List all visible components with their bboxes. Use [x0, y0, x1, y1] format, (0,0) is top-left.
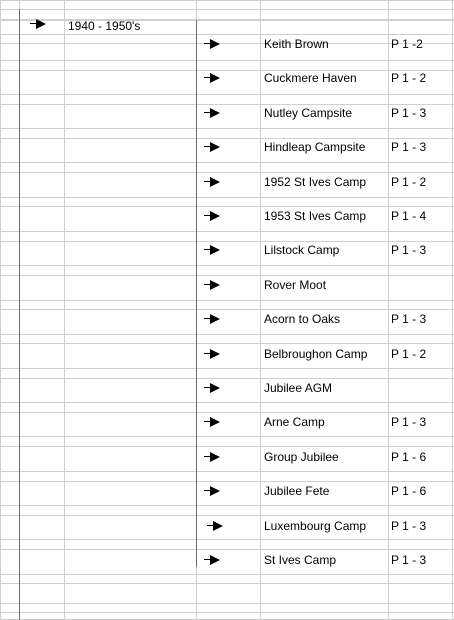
page-range-cell[interactable]: P 1 - 3 — [391, 553, 427, 567]
grid-row-line — [0, 138, 454, 139]
right-arrow-icon — [204, 314, 220, 324]
event-name-cell[interactable]: Acorn to Oaks — [264, 312, 341, 326]
event-name-cell[interactable]: 1953 St Ives Camp — [264, 209, 367, 223]
grid-row-line — [0, 34, 454, 35]
page-range-cell[interactable]: P 1 - 6 — [391, 484, 427, 498]
right-arrow-icon — [204, 555, 220, 565]
event-name-cell[interactable]: Rover Moot — [264, 278, 327, 292]
grid-row-line — [0, 539, 454, 540]
event-name-cell[interactable]: Jubilee AGM — [264, 381, 333, 395]
grid-row-line — [0, 481, 454, 482]
event-name-cell[interactable]: Hindleap Campsite — [264, 140, 366, 154]
event-name-cell[interactable]: Cuckmere Haven — [264, 71, 357, 85]
right-arrow-icon — [204, 486, 220, 496]
event-name-cell[interactable]: Lilstock Camp — [264, 243, 340, 257]
grid-row-line — [0, 9, 454, 10]
grid-row-line — [0, 275, 454, 276]
event-name-cell[interactable]: Belbroughon Camp — [264, 347, 368, 361]
page-range-cell[interactable]: P 1 - 3 — [391, 106, 427, 120]
grid-row-line — [0, 206, 454, 207]
event-name-cell[interactable]: St Ives Camp — [264, 553, 337, 567]
page-range-cell[interactable]: P 1 - 6 — [391, 450, 427, 464]
tree-connector-branch — [196, 20, 197, 567]
grid-row-line — [0, 300, 454, 301]
event-name-cell[interactable]: Keith Brown — [264, 37, 329, 51]
grid-row-line — [0, 172, 454, 173]
right-arrow-icon — [204, 349, 220, 359]
right-arrow-icon — [204, 177, 220, 187]
grid-row-line — [0, 436, 454, 437]
grid-row-line — [0, 471, 454, 472]
grid-row-line — [0, 334, 454, 335]
grid-row-line — [0, 343, 454, 344]
grid-row-line — [0, 43, 454, 44]
grid-row-line — [0, 446, 454, 447]
page-range-cell[interactable]: P 1 - 2 — [391, 347, 427, 361]
grid-row-line — [0, 231, 454, 232]
right-arrow-icon — [30, 19, 46, 29]
page-range-cell[interactable]: P 1 - 3 — [391, 243, 427, 257]
grid-row-line — [0, 265, 454, 266]
grid-row-line — [0, 162, 454, 163]
right-arrow-icon — [204, 383, 220, 393]
right-arrow-icon — [204, 73, 220, 83]
right-arrow-icon — [204, 280, 220, 290]
right-arrow-icon — [204, 39, 220, 49]
right-arrow-icon — [204, 142, 220, 152]
grid-row-line — [0, 94, 454, 95]
grid-row-line — [0, 505, 454, 506]
event-name-cell[interactable]: Nutley Campsite — [264, 106, 353, 120]
event-name-cell[interactable]: Arne Camp — [264, 415, 325, 429]
grid-row-line — [0, 612, 454, 613]
page-range-cell[interactable]: P 1 - 3 — [391, 415, 427, 429]
grid-column-line — [452, 0, 453, 620]
grid-row-line — [0, 70, 454, 71]
period-heading[interactable]: 1940 - 1950's — [68, 19, 141, 33]
grid-row-line — [0, 241, 454, 242]
grid-column-line — [0, 0, 1, 620]
grid-row-line — [0, 104, 454, 105]
grid-row-line — [0, 412, 454, 413]
tree-connector-main — [19, 9, 20, 620]
page-range-cell[interactable]: P 1 - 2 — [391, 175, 427, 189]
grid-row-line — [0, 197, 454, 198]
page-range-cell[interactable]: P 1 - 4 — [391, 209, 427, 223]
grid-row-line — [0, 402, 454, 403]
event-name-cell[interactable]: Luxembourg Camp — [264, 519, 367, 533]
right-arrow-icon — [207, 521, 223, 531]
right-arrow-icon — [204, 245, 220, 255]
grid-row-line — [0, 603, 454, 604]
page-range-cell[interactable]: P 1 -2 — [391, 37, 423, 51]
event-name-cell[interactable]: Group Jubilee — [264, 450, 339, 464]
grid-row-line — [0, 574, 454, 575]
grid-row-line — [0, 583, 454, 584]
grid-column-line — [260, 0, 261, 620]
grid-column-line — [388, 0, 389, 620]
right-arrow-icon — [204, 452, 220, 462]
right-arrow-icon — [204, 211, 220, 221]
page-range-cell[interactable]: P 1 - 3 — [391, 519, 427, 533]
page-range-cell[interactable]: P 1 - 3 — [391, 140, 427, 154]
right-arrow-icon — [204, 108, 220, 118]
grid-row-line — [0, 378, 454, 379]
grid-row-line — [0, 0, 454, 1]
grid-row-line — [0, 515, 454, 516]
grid-column-line — [64, 0, 65, 620]
event-name-cell[interactable]: 1952 St Ives Camp — [264, 175, 367, 189]
grid-row-line — [0, 368, 454, 369]
grid-row-line — [0, 549, 454, 550]
grid-row-line — [0, 60, 454, 61]
grid-row-line — [0, 309, 454, 310]
page-range-cell[interactable]: P 1 - 3 — [391, 312, 427, 326]
right-arrow-icon — [204, 417, 220, 427]
grid-row-line — [0, 128, 454, 129]
event-name-cell[interactable]: Jubilee Fete — [264, 484, 330, 498]
page-range-cell[interactable]: P 1 - 2 — [391, 71, 427, 85]
